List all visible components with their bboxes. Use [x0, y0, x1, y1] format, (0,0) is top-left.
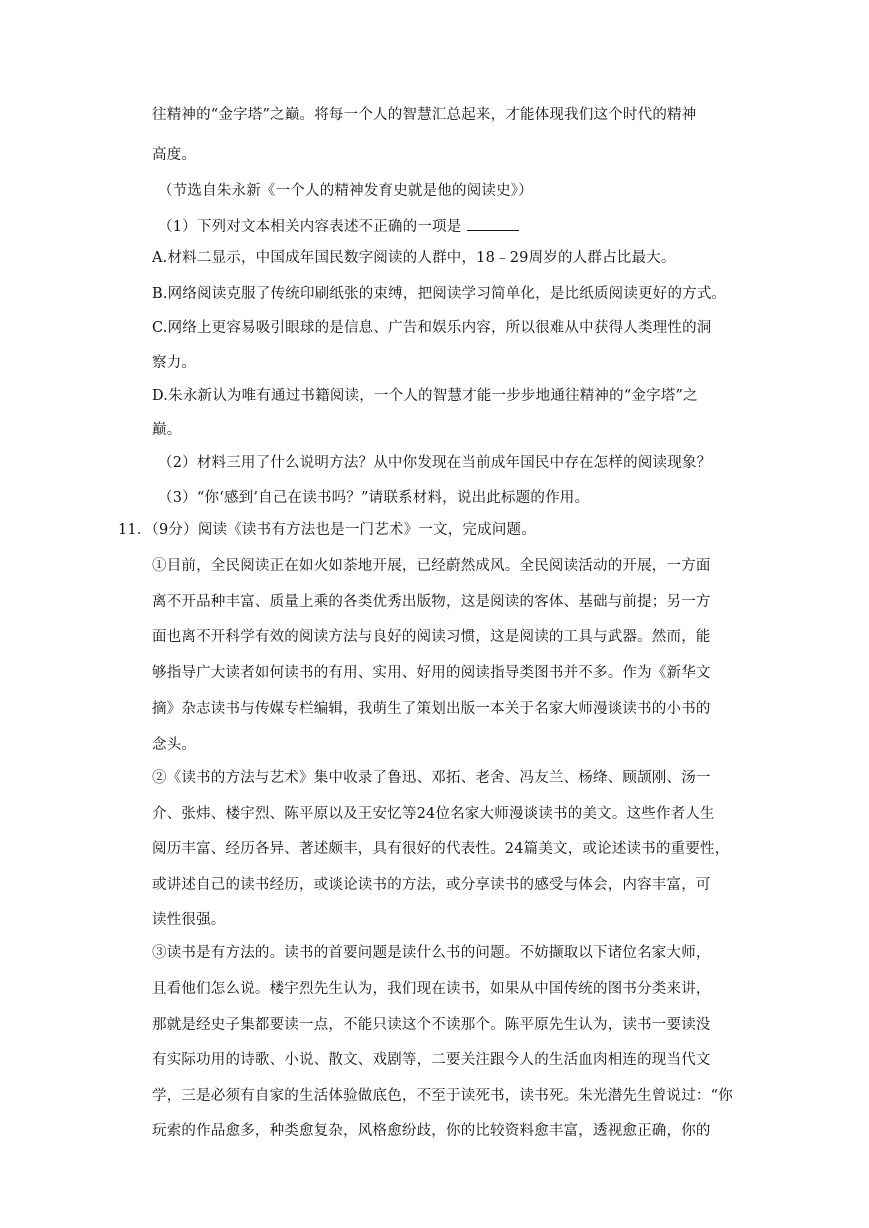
- paragraph-1: 离不开品种丰富、质量上乘的各类优秀出版物，这是阅读的客体、基础与前提；另一方: [152, 594, 711, 610]
- body-line: 往精神的“金字塔”之巅。将每一个人的智慧汇总起来，才能体现我们这个时代的精神: [152, 107, 697, 123]
- option-c: C.网络上更容易吸引眼球的是信息、广告和娱乐内容，所以很难从中获得人类理性的洞: [152, 320, 712, 336]
- answer-blank: [467, 216, 519, 231]
- paragraph-2: 读性很强。: [152, 912, 226, 928]
- paragraph-1: 摘》杂志读书与传媒专栏编辑，我萌生了策划出版一本关于名家大师漫谈读书的小书的: [152, 701, 711, 717]
- paragraph-2: ②《读书的方法与艺术》集中收录了鲁迅、邓拓、老舍、冯友兰、杨绛、顾颉刚、汤一: [152, 770, 711, 786]
- paragraph-1: 面也离不开科学有效的阅读方法与良好的阅读习惯，这是阅读的工具与武器。然而，能: [152, 629, 711, 645]
- question-11-heading: 11．（9分）阅读《读书有方法也是一门艺术》一文，完成问题。: [118, 522, 536, 538]
- paragraph-1: 够指导广大读者如何读书的有用、实用、好用的阅读指导类图书并不多。作为《新华文: [152, 665, 711, 681]
- option-c-cont: 察力。: [152, 355, 197, 371]
- question-2: （2）材料三用了什么说明方法？从中你发现在当前成年国民中存在怎样的阅读现象？: [158, 455, 712, 471]
- option-a: A.材料二显示，中国成年国民数字阅读的人群中，18﹣29周岁的人群占比最大。: [152, 250, 676, 266]
- source-citation: （节选自朱永新《一个人的精神发育史就是他的阅读史》）: [158, 183, 533, 199]
- body-line: 高度。: [152, 147, 197, 163]
- paragraph-3: 玩索的作品愈多，种类愈复杂，风格愈纷歧，你的比较资料愈丰富，透视愈正确，你的: [152, 1123, 711, 1139]
- option-d-cont: 巅。: [152, 422, 182, 438]
- paragraph-3: 那就是经史子集都要读一点，不能只读这个不读那个。陈平原先生认为，读书一要读没: [152, 1017, 711, 1033]
- question-1: [158, 216, 748, 237]
- paragraph-3: 且看他们怎么说。楼宇烈先生认为，我们现在读书，如果从中国传统的图书分类来讲，: [152, 981, 711, 997]
- option-b: B.网络阅读克服了传统印刷纸张的束缚，把阅读学习简单化，是比纸质阅读更好的方式。: [152, 286, 727, 302]
- paragraph-3: 有实际功用的诗歌、小说、散文、戏剧等，二要关注跟今人的生活血肉相连的现当代文: [152, 1052, 711, 1068]
- option-d: D.朱永新认为唯有通过书籍阅读，一个人的智慧才能一步步地通往精神的“金字塔”之: [152, 388, 698, 404]
- paragraph-2: 介、张炜、楼宇烈、陈平原以及王安忆等24位名家大师漫谈读书的美文。这些作者人生: [152, 806, 715, 822]
- paragraph-3: ③读书是有方法的。读书的首要问题是读什么书的问题。不妨撷取以下诸位名家大师，: [152, 945, 711, 961]
- question-3: （3）“你‘感到’自己在读书吗？”请联系材料，说出此标题的作用。: [158, 490, 590, 506]
- paragraph-3: 学，三是必须有自家的生活体验做底色，不至于读死书，读书死。朱光潜先生曾说过：“你: [152, 1088, 733, 1104]
- paragraph-2: 阅历丰富、经历各异、著述颇丰，具有很好的代表性。24篇美文，或论述读书的重要性，: [152, 841, 730, 857]
- paragraph-1: 念头。: [152, 737, 197, 753]
- paragraph-1: ①目前，全民阅读正在如火如荼地开展，已经蔚然成风。全民阅读活动的开展，一方面: [152, 558, 711, 574]
- paragraph-2: 或讲述自己的读书经历，或谈论读书的方法，或分享读书的感受与体会，内容丰富，可: [152, 877, 711, 893]
- question-1-text: （1）下列对文本相关内容表述不正确的一项是: [158, 219, 462, 235]
